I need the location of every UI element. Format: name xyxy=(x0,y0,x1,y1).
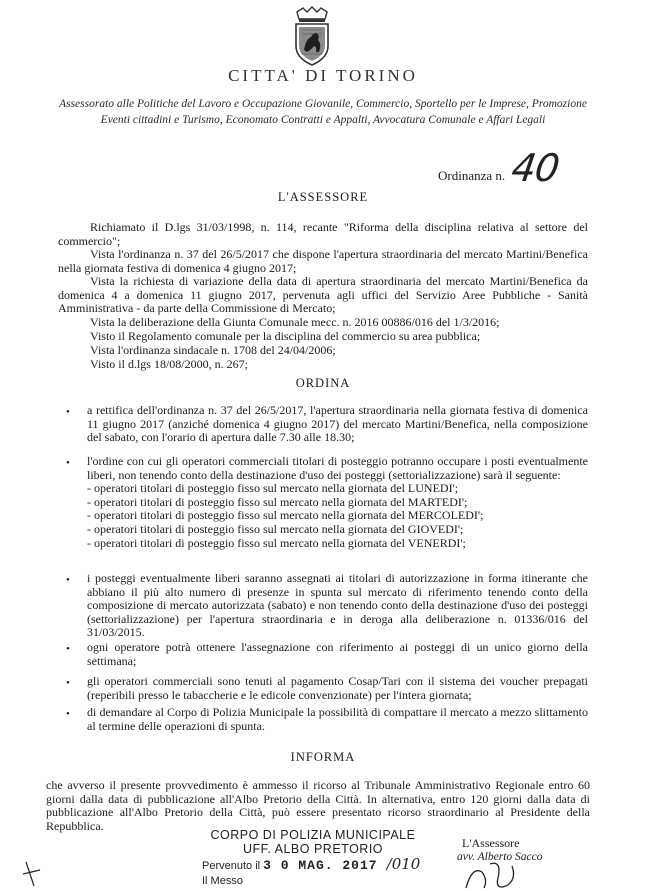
city-name: CITTA' DI TORINO xyxy=(228,66,418,85)
ordinance-label: Ordinanza n. xyxy=(438,168,506,183)
preamble-paragraph: Vista l'ordinanza n. 37 del 26/5/2017 che dispone l'apertura straordinaria del mercato Martini/Benefica nella giornata festiva di domenica 4 giugno 2017; xyxy=(58,247,588,275)
stamp-received-line xyxy=(198,856,428,874)
preamble-paragraph: Visto il Regolamento comunale per la disciplina del commercio su area pubblica; xyxy=(90,329,481,343)
assessore-heading: L'ASSESSORE xyxy=(277,190,369,204)
bullet-icon: • xyxy=(66,643,70,655)
stamp-date: 3 0 MAG. 2017 xyxy=(263,858,378,873)
bullet-icon: • xyxy=(66,406,70,418)
list-item-text: i posteggi eventualmente liberi saranno assegnati ai titolari di autorizzazione in forma itinerante che abbiano il più alto numero di presenze in spunta sul mercato di riferimento tenendo conto della composizione di mercato autorizzata (sabato) e non tenendo conto della destinazione d'uso dei posteggi (settorializzazione) per l'apertura straordinaria e in deroga alla deliberazione n. 01336/016 del 31/03/2015. xyxy=(87,571,588,640)
handwritten-signature xyxy=(462,858,522,891)
ordina-heading: ORDINA xyxy=(295,376,351,390)
preamble-paragraph: Vista la richiesta di variazione della data di apertura straordinaria del mercato Martini/Benefica da domenica 4 a domenica 11 giugno 2017, pervenuta agli uffici del Servizio Aree Pubbliche - Sanità Amministrativa - da parte della Commissione di Mercato; xyxy=(58,274,588,316)
preamble-paragraph: Vista l'ordinanza sindacale n. 1708 del 24/04/2006; xyxy=(90,343,336,357)
albo-pretorio-stamp xyxy=(198,828,428,888)
preamble-paragraph: Vista la deliberazione della Giunta Comunale mecc. n. 2016 00886/016 del 1/3/2016; xyxy=(90,315,500,329)
city-crest-icon xyxy=(289,6,335,68)
list-item-text: gli operatori commerciali sono tenuti al pagamento Cosap/Tari con il sistema dei voucher prepagati (reperibili presso le tabaccherie e le edicole convenzionate) per l'intera giornata; xyxy=(87,674,588,702)
informa-heading: INFORMA xyxy=(290,750,356,764)
list-item-text: ogni operatore potrà ottenere l'assegnazione con riferimento ai posteggi di un unico giorno della settimana; xyxy=(87,640,588,668)
informa-paragraph: che avverso il presente provvedimento è ammesso il ricorso al Tribunale Amministrativo Regionale entro 60 giorni dalla data di pubblicazione all'Albo Pretorio della Città. In alternativa, entro 120 giorni dalla data di pubblicazione all'Albo Pretorio della Città, può essere presentato ricorso straordinario al Presidente della Repubblica. xyxy=(46,778,590,833)
bullet-icon: • xyxy=(66,574,70,586)
bullet-icon: • xyxy=(66,457,70,469)
list-item-text: di demandare al Corpo di Polizia Municipale la possibilità di compattare il mercato a mezzo slittamento al termine delle operazioni di spunta. xyxy=(87,705,588,733)
bullet-icon: • xyxy=(66,677,70,689)
bullet-icon: • xyxy=(66,708,70,720)
list-item-text: a rettifica dell'ordinanza n. 37 del 26/5/2017, l'apertura straordinaria nella giornata festiva di domenica 11 giugno 2017 (anziché domenica 4 giugno 2017) del mercato Martini/Benefica, nella composizione del sabato, con l'orario di apertura dalle 7.30 alle 18.30; xyxy=(87,403,588,445)
stamp-handwritten-number: /010 xyxy=(386,855,421,873)
stamp-line: UFF. ALBO PRETORIO xyxy=(242,842,384,856)
list-item-text: l'ordine con cui gli operatori commerciali titolari di posteggio potranno occupare i posti eventualmente liberi, non tenendo conto della destinazione d'uso dei posteggi (settorializzazione) sarà il seguente: - operatori titolari di posteggio fisso sul mercato nella giornata del LUNEDI'; - operatori titolari di posteggio fisso sul mercato nella giornata del MARTEDI'; - operatori titolari di posteggio fisso sul mercato nella giornata del MERCOLEDI'; - operatori titolari di posteggio fisso sul mercato nella giornata del GIOVEDI'; - operatori titolari di posteggio fisso sul mercato nella giornata del VENERDI'; xyxy=(87,454,588,550)
ordinance-number: 40 xyxy=(508,146,562,190)
preamble-paragraph: Richiamato il D.lgs 31/03/1998, n. 114, recante "Riforma della disciplina relativa al settore del commercio"; xyxy=(58,220,588,248)
preamble-paragraph: Visto il d.lgs 18/08/2000, n. 267; xyxy=(90,357,248,371)
margin-mark xyxy=(20,860,44,888)
signature-name: avv. Alberto Sacco xyxy=(457,851,543,863)
stamp-received-label: Pervenuto il xyxy=(202,860,261,872)
stamp-line: CORPO DI POLIZIA MUNICIPALE xyxy=(210,828,416,842)
stamp-line: Il Messo xyxy=(202,875,243,887)
department-heading: Assessorato alle Politiche del Lavoro e Occupazione Giovanile, Commercio, Sportello per le Imprese, Promozione Eventi cittadini e Turismo, Economato Contratti e Appalti, Avvocatura Comunale e Affari Legali xyxy=(59,98,587,126)
signature-role: L'Assessore xyxy=(462,836,520,850)
